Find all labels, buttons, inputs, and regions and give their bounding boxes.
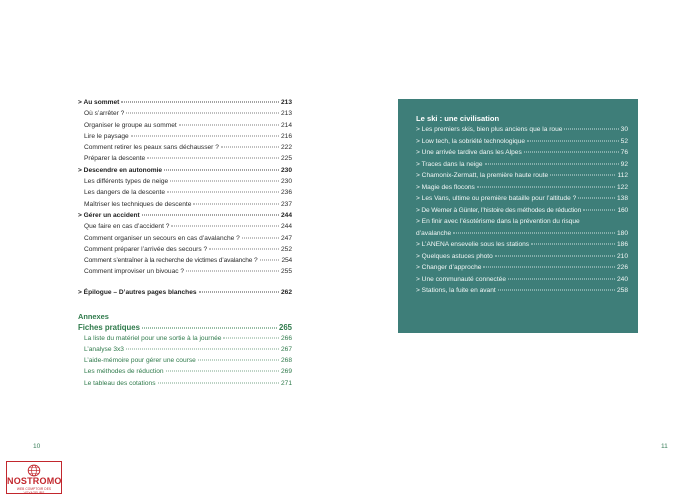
box-item[interactable]: > Low tech, la sobriété technologique 52 [416,137,628,145]
annexes-heading: Annexes [78,312,109,322]
page-number-left: 10 [33,443,41,450]
box-item[interactable]: > Une arrivée tardive dans les Alpes 76 [416,149,628,156]
sidebar-box-civilisation [398,99,638,333]
left-table-of-contents [78,99,292,391]
toc-item[interactable]: Comment s’entraîner à la recherche de victimes d’avalanche ? 254 [84,257,292,265]
toc-item[interactable]: Organiser le groupe au sommet 214 [84,121,292,129]
toc-item[interactable]: Les différents types de neige 230 [84,178,292,186]
box-item[interactable]: > Changer d’approche 226 [416,264,628,271]
toc-item[interactable]: Préparer la descente 225 [84,155,292,163]
toc-item[interactable]: La liste du matériel pour une sortie à la journée 266 [84,334,292,342]
toc-item[interactable]: Comment retirer les peaux sans déchausser ? 222 [84,144,292,152]
page-number-right: 11 [661,443,668,450]
toc-section-sommet[interactable]: > Au sommet 213 [78,99,292,106]
box-item[interactable]: > Les premiers skis, bien plus anciens que la roue 30 [416,126,628,133]
box-item[interactable]: > Chamonix-Zermatt, la première haute route 112 [416,172,628,179]
toc-section-epilogue[interactable]: > Épilogue – D’autres pages blanches 262 [78,288,292,296]
toc-section-fiches[interactable]: Fiches pratiques 265 [78,322,292,332]
logo-name: NOSTROMO [7,476,62,486]
toc-item[interactable]: Lire le paysage 216 [84,132,292,140]
toc-item[interactable]: Le tableau des cotations 271 [84,379,292,387]
box-item-line1[interactable]: > En finir avec l’ésotérisme dans la prévention du risque [416,218,580,225]
box-item[interactable]: > Quelques astuces photo 210 [416,252,628,260]
logo-tagline: WEB COMPTOIR DES VOYAGEURS [16,487,52,495]
toc-item[interactable]: Comment improviser un bivouac ? 255 [84,268,292,276]
toc-section-accident[interactable]: > Gérer un accident 244 [78,211,292,219]
toc-item[interactable]: Comment préparer l’arrivée des secours ? 252 [84,245,292,253]
box-item[interactable]: > Une communauté connectée 240 [416,275,628,283]
box-title: Le ski : une civilisation [416,114,500,123]
box-item[interactable]: > De Werner à Günter, l’histoire des méthodes de réduction 160 [416,206,628,214]
box-item[interactable]: > Magie des flocons 122 [416,183,628,191]
box-item[interactable]: > L’ANENA ensevelie sous les stations 186 [416,241,628,248]
toc-item[interactable]: Comment organiser un secours en cas d’avalanche ? 247 [84,234,292,242]
box-item[interactable]: > Traces dans la neige 92 [416,160,628,168]
toc-item[interactable]: L’aide-mémoire pour gérer une course 268 [84,357,292,365]
toc-item[interactable]: L’analyse 3x3 267 [84,345,292,353]
box-item[interactable]: > Les Vans, ultime ou première bataille pour l’altitude ? 138 [416,195,628,202]
toc-item[interactable]: Où s’arrêter ? 213 [84,110,292,118]
box-item-line2[interactable]: d’avalanche 180 [416,229,628,237]
toc-section-descendre[interactable]: > Descendre en autonomie 230 [78,166,292,174]
toc-item[interactable]: Les méthodes de réduction 269 [84,368,292,376]
box-item[interactable]: > Stations, la fuite en avant 258 [416,287,628,294]
toc-item[interactable]: Les dangers de la descente 236 [84,189,292,197]
toc-item[interactable]: Maîtriser les techniques de descente 237 [84,200,292,208]
toc-item[interactable]: Que faire en cas d’accident ? 244 [84,223,292,231]
nostromo-logo [6,461,62,494]
